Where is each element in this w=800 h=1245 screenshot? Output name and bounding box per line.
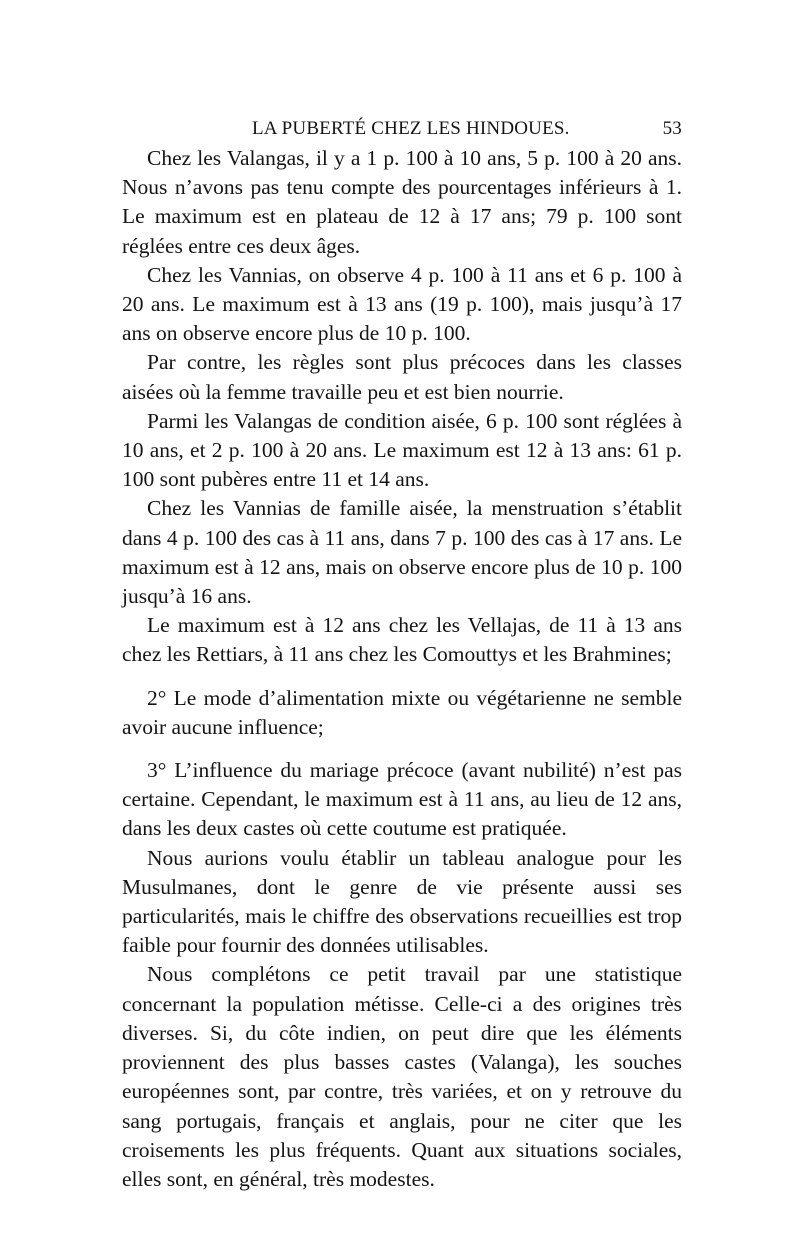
paragraph: Chez les Valangas, il y a 1 p. 100 à 10 ans, 5 p. 100 à 20 ans. Nous n’avons pas tenu compte des pourcentages inférieurs à 1. Le maximum est en plateau de 12 à 17 ans; 79 p. 100 sont réglées entre ces deux âges.	[122, 146, 682, 258]
running-head: LA PUBERTÉ CHEZ LES HINDOUES.	[252, 118, 570, 139]
paragraph: Parmi les Valangas de condition aisée, 6 p. 100 sont réglées à 10 ans, et 2 p. 100 à 20 ans. Le maximum est 12 à 13 ans: 61 p. 100 sont pubères entre 11 et 14 ans.	[122, 408, 682, 492]
paragraph: Nous complétons ce petit travail par une statistique concernant la population métisse. Celle-ci a des origines très diverses. Si, du côte indien, on peut dire que les éléments proviennent des plus basses castes (Valanga), les souches européennes sont, par contre, très variées, et on y retrouve du sang portugais, français et anglais, pour ne citer que les croisements les plus fréquents. Quant aux situations sociales, elles sont, en général, très modestes.	[122, 962, 682, 1191]
paragraph: Le maximum est à 12 ans chez les Vellajas, de 11 à 13 ans chez les Rettiars, à 11 ans chez les Comouttys et les Brahmines;	[122, 613, 682, 667]
paragraph: Chez les Vannias de famille aisée, la menstruation s’établit dans 4 p. 100 des cas à 11 ans, dans 7 p. 100 des cas à 17 ans. Le maximum est à 12 ans, mais on observe encore plus de 10 p. 100 jusqu’à 16 ans.	[122, 496, 682, 609]
body-text	[122, 144, 682, 1194]
book-page	[122, 110, 682, 1194]
paragraph: 3° L’influence du mariage précoce (avant nubilité) n’est pas certaine. Cependant, le maximum est à 11 ans, au lieu de 12 ans, dans les deux castes où cette coutume est pratiquée.	[122, 758, 682, 841]
paragraph: Par contre, les règles sont plus précoces dans les classes aisées où la femme travaille peu et est bien nourrie.	[122, 350, 682, 404]
paragraph: 2° Le mode d’alimentation mixte ou végétarienne ne semble avoir aucune influence;	[122, 685, 682, 739]
paragraph: Nous aurions voulu établir un tableau analogue pour les Musulmanes, dont le genre de vie présente aussi ses particularités, mais le chiffre des observations recueillies est trop faible pour fournir des données utilisables.	[122, 845, 682, 958]
paragraph: Chez les Vannias, on observe 4 p. 100 à 11 ans et 6 p. 100 à 20 ans. Le maximum est à 13 ans (19 p. 100), mais jusqu’à 17 ans on observe encore plus de 10 p. 100.	[122, 262, 682, 346]
page-number: 53	[662, 118, 682, 139]
page-header	[122, 110, 682, 144]
